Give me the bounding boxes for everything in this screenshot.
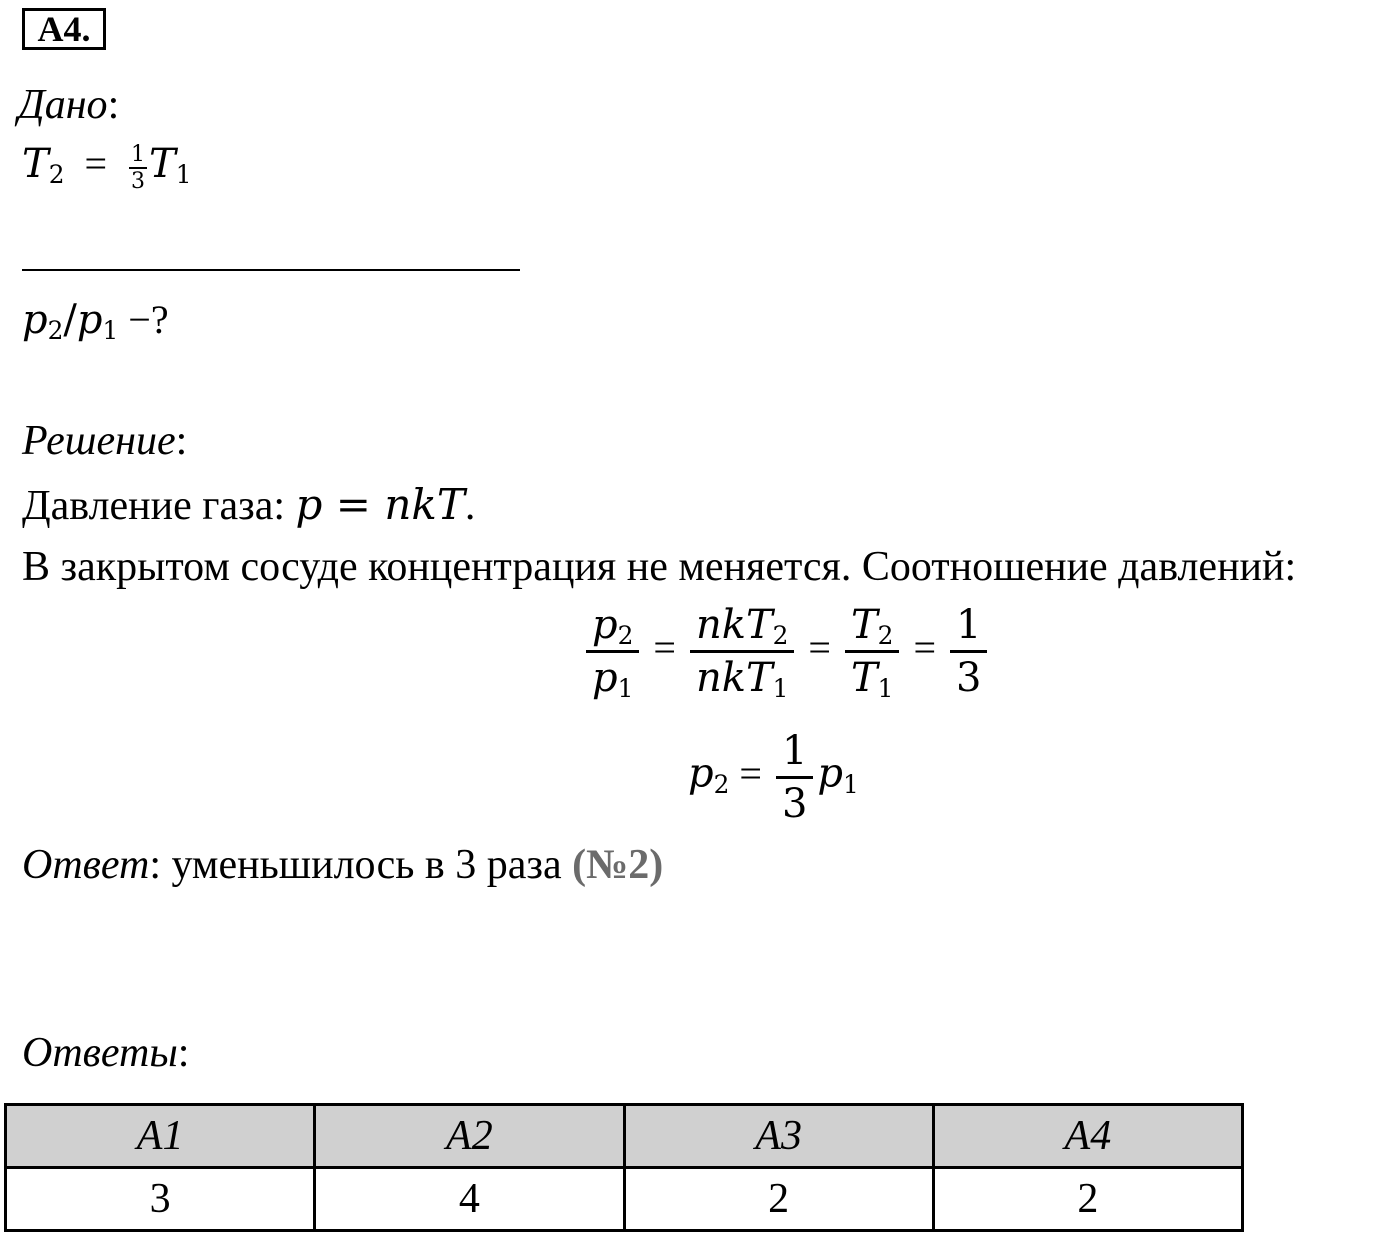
- solution-line-1: Давление газа: p = nkT.: [22, 480, 476, 529]
- subscript: 1: [772, 674, 789, 704]
- value-cell: 2: [624, 1168, 933, 1231]
- equation-result: $p_2$ = $\frac{1}{3}$ $p_1$: [688, 728, 859, 827]
- answers-value-row: [6, 1168, 1243, 1231]
- var-p: p: [76, 297, 103, 343]
- numerator: 1: [129, 143, 147, 169]
- subscript: 1: [877, 674, 894, 704]
- find-quantity: $p_2/p_1$ −?: [22, 297, 169, 346]
- answers-heading-line: Ответы:: [22, 1030, 190, 1076]
- var-p: p: [688, 750, 714, 797]
- numerator: 1: [776, 730, 813, 779]
- var-nkt: nkT: [695, 655, 773, 701]
- numerator: 1: [950, 604, 987, 653]
- var-t: T: [850, 602, 878, 648]
- given-heading-line: Дано:: [18, 82, 120, 128]
- fraction-one-third: [950, 604, 987, 699]
- header-cell: A1: [6, 1105, 315, 1168]
- var-t: T: [149, 141, 176, 187]
- header-cell: A2: [315, 1105, 624, 1168]
- solution-heading-line: Решение:: [22, 418, 188, 464]
- value-cell: 4: [315, 1168, 624, 1231]
- solution-heading: Решение: [22, 418, 176, 464]
- question-mark: −?: [118, 297, 169, 342]
- var-nkt: nkT: [695, 602, 773, 648]
- subscript: 2: [877, 621, 894, 651]
- var-p: p: [592, 655, 618, 701]
- fraction-one-third: [776, 730, 813, 825]
- subscript: 1: [843, 769, 859, 799]
- subscript: 1: [617, 674, 634, 704]
- var-t: T: [22, 141, 49, 187]
- equation-ratio: $\frac{p_2}{p_1}$ = $\frac{nkT_2}{nkT_1}$ = $\frac{T_2}{T_1}$ = $\frac{1}{3}$: [582, 604, 991, 699]
- var-p: p: [817, 750, 844, 797]
- subscript: 2: [48, 160, 65, 190]
- subscript: 1: [175, 160, 192, 190]
- header-cell: A3: [624, 1105, 933, 1168]
- subscript: 2: [713, 769, 730, 799]
- answer-line: [22, 844, 663, 886]
- given-divider: [22, 269, 520, 271]
- subscript: 2: [617, 621, 634, 651]
- solution-line-2: В закрытом сосуде концентрация не меняется. Соотношение давлений:: [22, 544, 1297, 590]
- subscript: 1: [102, 316, 119, 346]
- subscript: 2: [47, 316, 64, 346]
- pressure-formula: p = nkT: [295, 480, 465, 529]
- value-cell: 2: [933, 1168, 1242, 1231]
- given-condition: $T_2$ = $\frac{1}{3}$ $T_1$: [22, 141, 192, 194]
- given-heading: Дано: [18, 82, 108, 128]
- answers-heading: Ответы: [22, 1030, 178, 1076]
- denominator: 3: [781, 781, 808, 827]
- var-p: p: [592, 602, 618, 648]
- fraction-p: [586, 602, 639, 704]
- subscript: 2: [772, 621, 789, 651]
- fraction-t: [845, 602, 899, 704]
- answer-heading: Ответ: [22, 842, 150, 888]
- pressure-label: Давление газа:: [22, 483, 296, 529]
- answers-header-row: [6, 1105, 1243, 1168]
- fraction-nkt: [690, 602, 794, 704]
- task-label: A4.: [22, 8, 106, 50]
- value-cell: 3: [6, 1168, 315, 1231]
- fraction: [129, 143, 147, 193]
- header-cell: A4: [933, 1105, 1242, 1168]
- denominator: 3: [131, 168, 146, 194]
- var-t: T: [850, 655, 878, 701]
- answer-text: : уменьшилось в 3 раза: [149, 842, 573, 888]
- answers-table: [4, 1103, 1244, 1232]
- var-p: p: [22, 297, 48, 343]
- answer-choice: (№2): [572, 842, 664, 888]
- denominator: 3: [956, 655, 982, 701]
